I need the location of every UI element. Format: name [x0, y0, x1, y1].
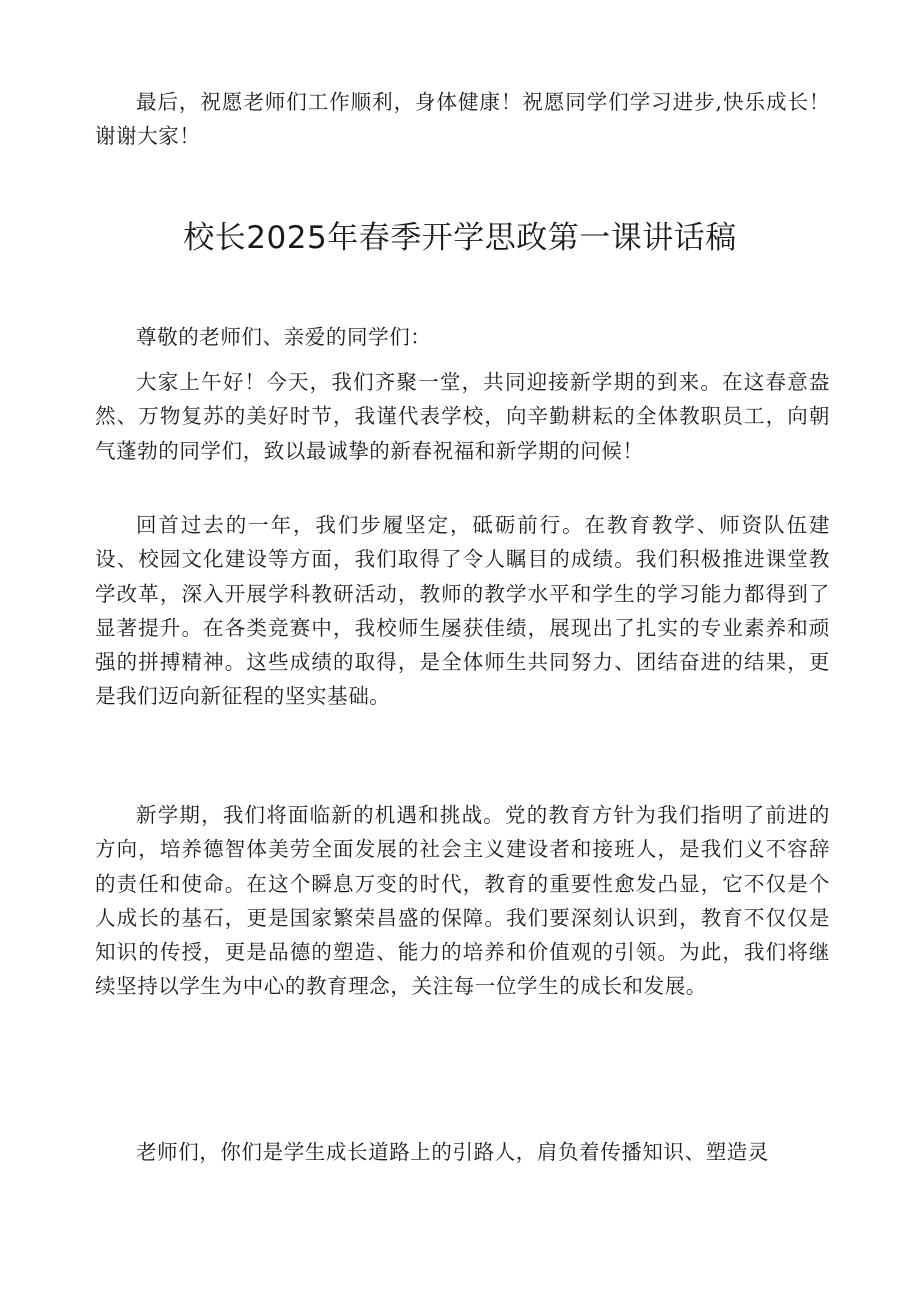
salutation: 尊敬的老师们、亲爱的同学们：	[136, 325, 432, 349]
body-paragraph-new-semester: 新学期，我们将面临新的机遇和挑战。党的教育方针为我们指明了前进的方向，培养德智体美劳全面发展的社会主义建设者和接班人，是我们义不容辞的责任和使命。在这个瞬息万变的时代，教育的重要性愈发凸显，它不仅是个人成长的基石，更是国家繁荣昌盛的保障。我们要深刻认识到，教育不仅仅是知识的传授，更是品德的塑造、能力的培养和价值观的引领。为此，我们将继续坚持以学生为中心的教育理念，关注每一位学生的成长和发展。	[95, 803, 830, 999]
body-paragraph-greeting: 大家上午好！今天，我们齐聚一堂，共同迎接新学期的到来。在这春意盎然、万物复苏的美好时节，我谨代表学校，向辛勤耕耘的全体教职员工，向朝气蓬勃的同学们，致以最诚挚的新春祝福和新学期的问候！	[95, 370, 830, 463]
closing-paragraph: 最后，祝愿老师们工作顺利，身体健康！祝愿同学们学习进步,快乐成长！谢谢大家！	[95, 90, 830, 149]
document-title: 校长2025年春季开学思政第一课讲话稿	[183, 220, 737, 256]
body-paragraph-teachers: 老师们，你们是学生成长道路上的引路人，肩负着传播知识、塑造灵	[136, 1140, 769, 1164]
body-paragraph-review: 回首过去的一年，我们步履坚定，砥砺前行。在教育教学、师资队伍建设、校园文化建设等方面，我们取得了令人瞩目的成绩。我们积极推进课堂教学改革，深入开展学科教研活动，教师的教学水平和学生的学习能力都得到了显著提升。在各类竞赛中，我校师生屡获佳绩，展现出了扎实的专业素养和顽强的拼搏精神。这些成绩的取得，是全体师生共同努力、团结奋进的结果，更是我们迈向新征程的坚实基础。	[95, 513, 830, 709]
